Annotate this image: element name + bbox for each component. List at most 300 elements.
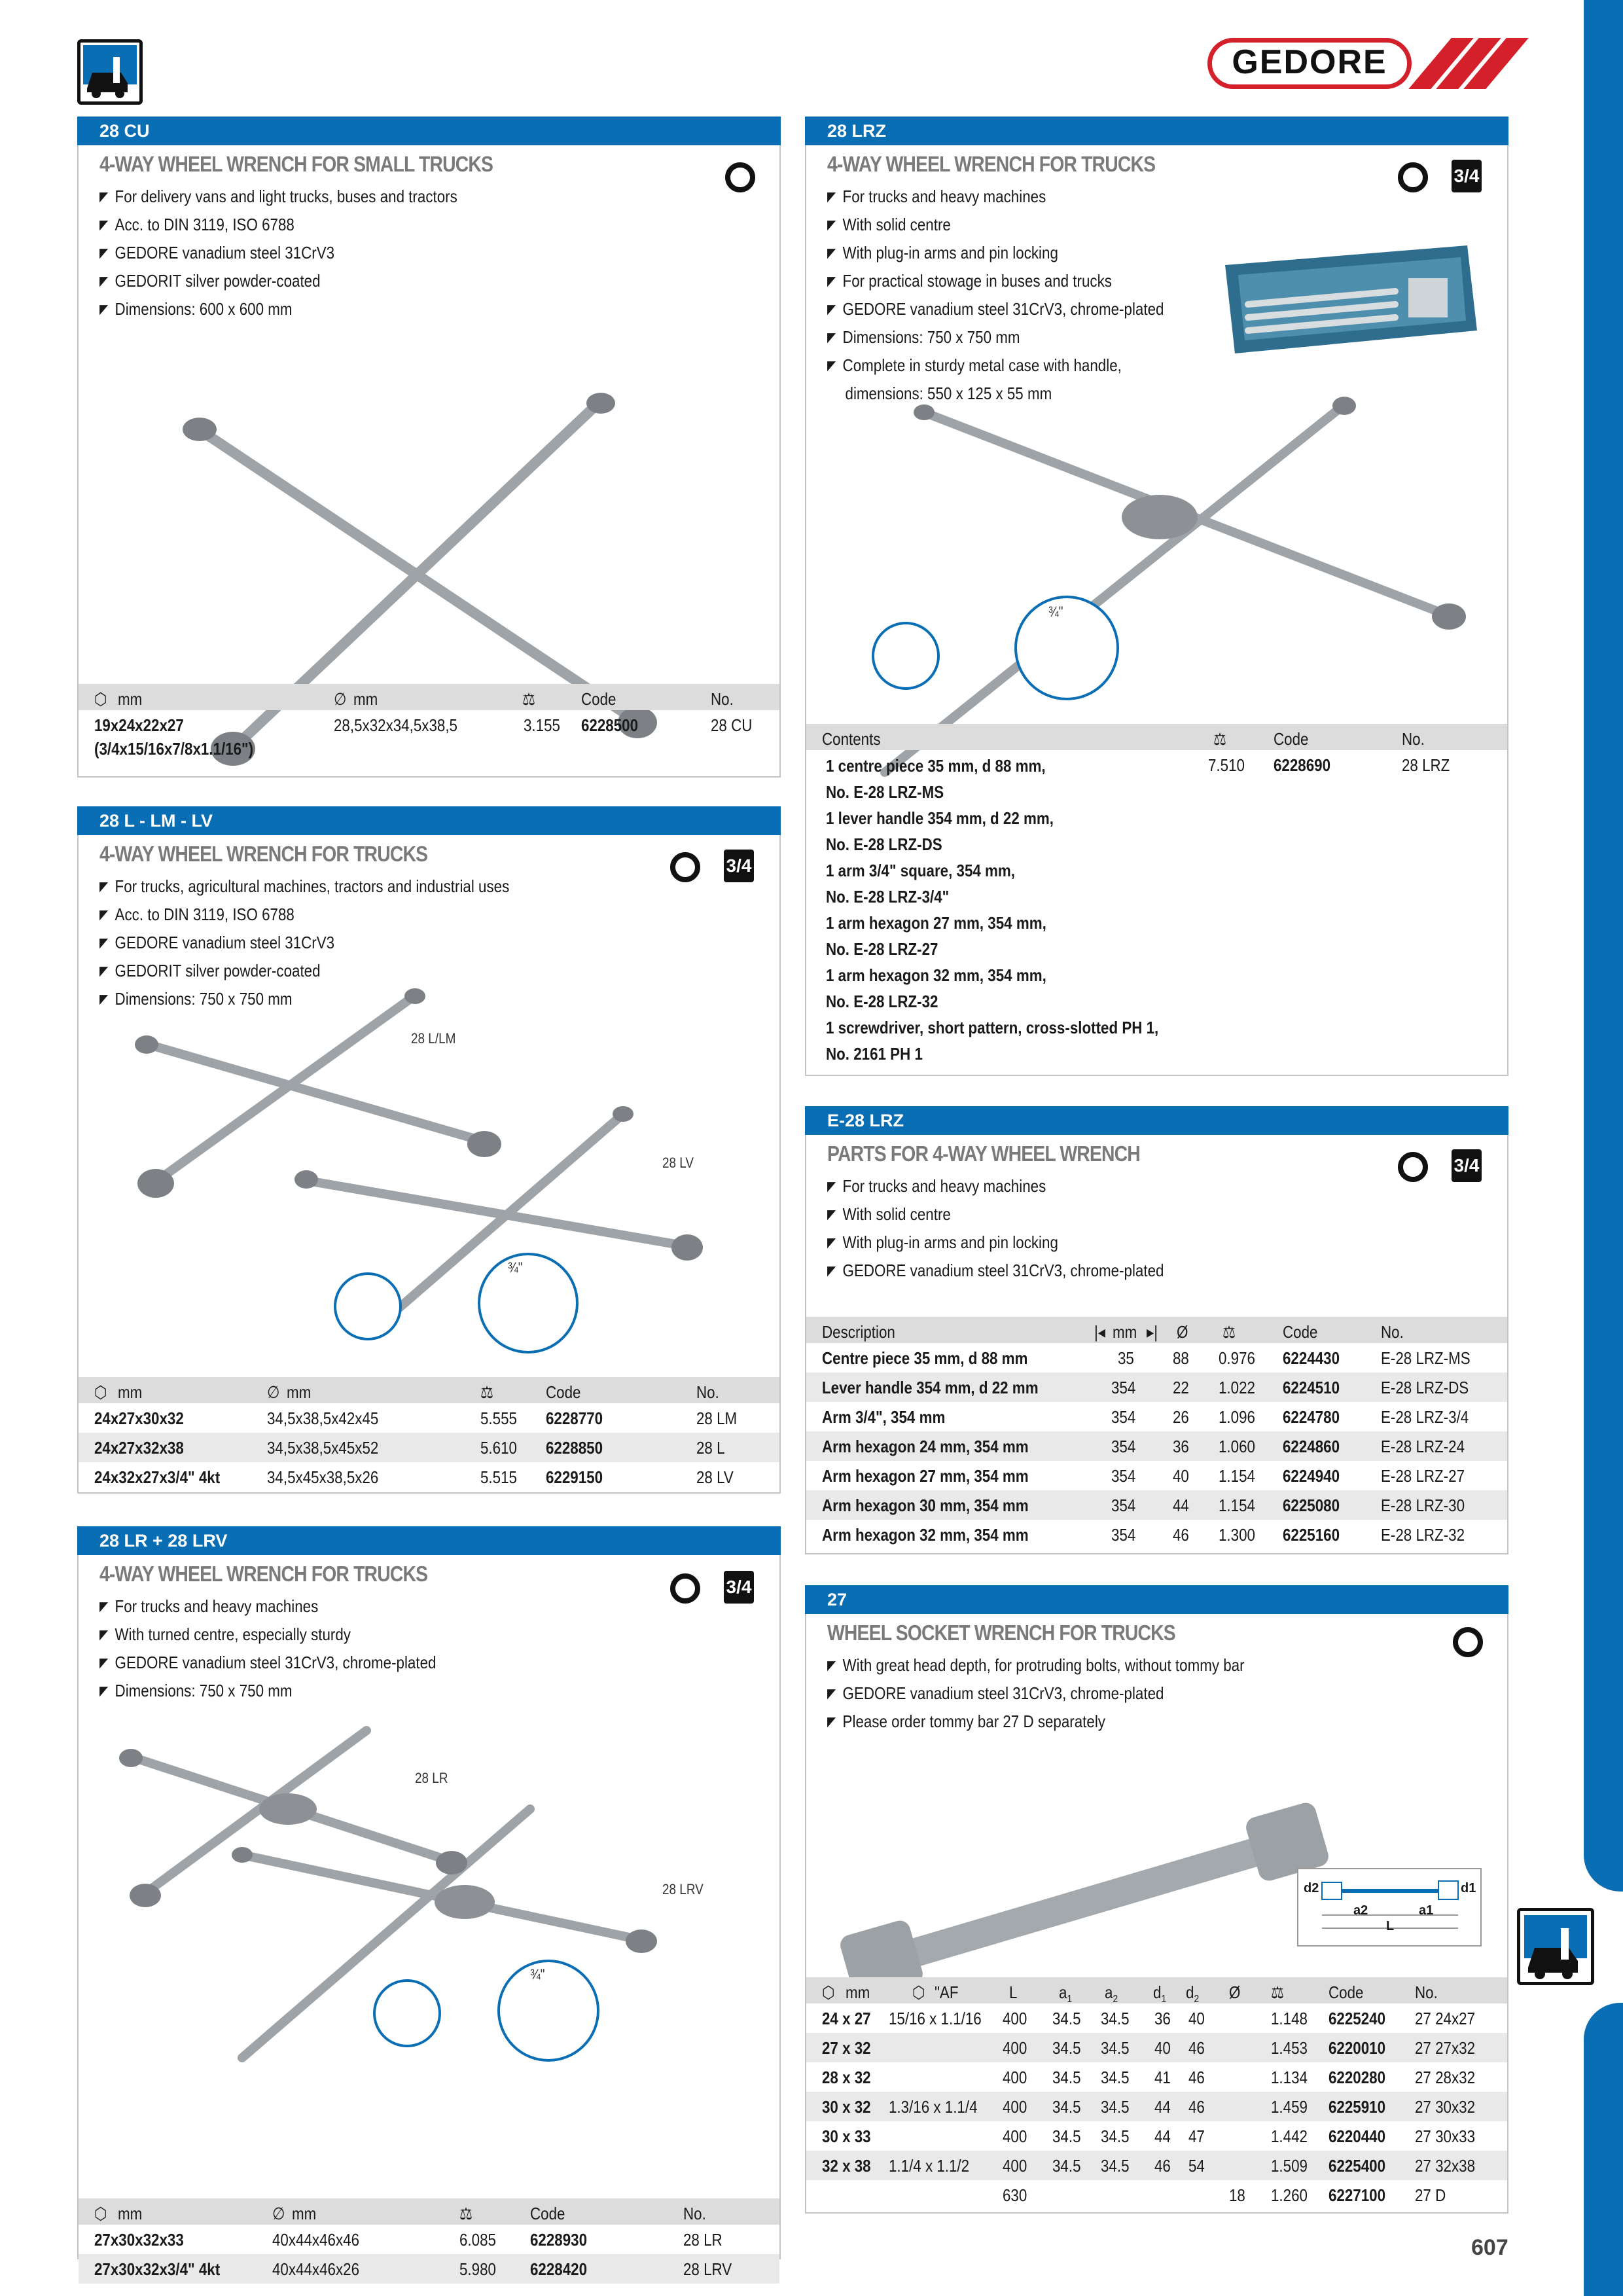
feature-item: ◤ GEDORIT silver powder-coated xyxy=(99,268,457,296)
cell-code: 6224940 xyxy=(1283,1466,1340,1486)
cell-d1: 41 xyxy=(1154,2068,1171,2087)
cell-code: 6220280 xyxy=(1329,2068,1386,2087)
col-code: Code xyxy=(1274,729,1309,749)
table-header xyxy=(806,1977,1507,2003)
weight-icon: ⚖ xyxy=(480,1382,494,1402)
product-table xyxy=(79,2198,779,2284)
cell-code: 6225240 xyxy=(1329,2009,1386,2028)
cell-hex: 28 x 32 xyxy=(822,2068,871,2087)
section-title: 4-WAY WHEEL WRENCH FOR TRUCKS xyxy=(827,152,1156,176)
feature-list xyxy=(827,183,1219,408)
section-28l xyxy=(77,806,781,1494)
diameter-icon: ∅ xyxy=(272,2204,285,2223)
section-header: 28 CU xyxy=(77,117,781,145)
product-table xyxy=(79,684,779,762)
col-dia: Ø xyxy=(1229,1982,1241,2002)
dimension-diagram xyxy=(1297,1868,1482,1946)
table-row xyxy=(79,710,779,762)
contents-item: 1 centre piece 35 mm, d 88 mm, xyxy=(826,756,1046,776)
col-no: No. xyxy=(1402,729,1425,749)
col-hex: mm xyxy=(118,2204,143,2223)
col-d1-sub: 1 xyxy=(1161,1994,1167,2005)
cell-no: E-28 LRZ-24 xyxy=(1381,1437,1465,1456)
section-title: 4-WAY WHEEL WRENCH FOR TRUCKS xyxy=(99,1562,428,1586)
feature-item: ◤ With great head depth, for protruding bolts, without tommy bar xyxy=(827,1652,1245,1680)
col-no: No. xyxy=(1415,1982,1438,2002)
cell-code: 6225400 xyxy=(1329,2156,1386,2176)
col-code: Code xyxy=(546,1382,581,1402)
cell-no: E-28 LRZ-DS xyxy=(1381,1378,1469,1397)
cell-d1: 44 xyxy=(1154,2126,1171,2146)
cell-weight: 1.154 xyxy=(1219,1466,1255,1486)
cell-mm: 354 xyxy=(1111,1496,1136,1515)
contents-item: 1 lever handle 354 mm, d 22 mm, xyxy=(826,808,1054,828)
cell-d2: 46 xyxy=(1188,2038,1205,2058)
cell-weight: 1.148 xyxy=(1271,2009,1308,2028)
contents-item: No. 2161 PH 1 xyxy=(826,1044,923,1064)
col-no: No. xyxy=(1381,1322,1404,1342)
cell-code: 6229150 xyxy=(546,1467,603,1487)
table-row xyxy=(806,2121,1507,2151)
cell-code: 6220010 xyxy=(1329,2038,1386,2058)
dim-d2: d2 xyxy=(1304,1881,1319,1895)
section-28cu xyxy=(77,117,781,778)
dim-L: L xyxy=(1386,1919,1395,1933)
cell-code: 6225910 xyxy=(1329,2097,1386,2117)
page-number: 607 xyxy=(1471,2235,1508,2260)
cell-a2: 34.5 xyxy=(1101,2126,1130,2146)
cell-desc: Lever handle 354 mm, d 22 mm xyxy=(822,1378,1039,1397)
col-d2-label: d xyxy=(1186,1982,1194,2002)
contents-table xyxy=(806,724,1507,750)
cell-dia: 34,5x38,5x45x52 xyxy=(267,1438,379,1458)
feature-item-continued: dimensions: 550 x 125 x 55 mm xyxy=(845,384,1052,403)
cell-no: E-28 LRZ-27 xyxy=(1381,1466,1465,1486)
cell-weight: 1.022 xyxy=(1219,1378,1255,1397)
cell-mm: 354 xyxy=(1111,1466,1136,1486)
cell-no: 28 LM xyxy=(696,1408,738,1428)
detail-circle-zoom xyxy=(497,1960,599,2062)
dim-d1: d1 xyxy=(1461,1881,1476,1895)
feature-item: ◤ GEDORE vanadium steel 31CrV3, chrome-plated xyxy=(99,1649,436,1677)
feature-item: ◤ With plug-in arms and pin locking xyxy=(827,240,1164,268)
cell-no: E-28 LRZ-3/4 xyxy=(1381,1407,1469,1427)
col-a2-label: a xyxy=(1105,1982,1113,2002)
feature-item: ◤ For delivery vans and light trucks, buses and tractors xyxy=(99,183,457,211)
feature-item: ◤ For practical stowage in buses and trucks xyxy=(827,268,1164,296)
cell-desc: Arm hexagon 30 mm, 354 mm xyxy=(822,1496,1029,1515)
side-rail-bottom xyxy=(1584,2003,1623,2296)
cell-dia: 34,5x38,5x42x45 xyxy=(267,1408,379,1428)
weight-icon: ⚖ xyxy=(1213,729,1227,749)
dim-a1: a1 xyxy=(1419,1903,1434,1918)
cell-no: 28 L xyxy=(696,1438,725,1458)
contents-list xyxy=(826,753,1213,1067)
table-row xyxy=(806,2003,1507,2033)
section-title: 4-WAY WHEEL WRENCH FOR TRUCKS xyxy=(99,842,428,866)
hexagon-drive-icon xyxy=(670,852,700,882)
cell-code: 6228770 xyxy=(546,1408,603,1428)
col-hex: mm xyxy=(846,1982,870,2002)
feature-item: ◤ GEDORE vanadium steel 31CrV3 xyxy=(99,929,509,958)
table-header xyxy=(79,684,779,710)
table-header xyxy=(806,1317,1507,1343)
col-a1-sub: 1 xyxy=(1067,1994,1073,2005)
cell-hex: 27x30x32x33 xyxy=(94,2230,184,2250)
cell-a2: 34.5 xyxy=(1101,2038,1130,2058)
col-d1-label: d xyxy=(1153,1982,1162,2002)
diameter-icon: ∅ xyxy=(267,1382,280,1402)
cell-no: 27 32x38 xyxy=(1415,2156,1476,2176)
detail-label: ¾" xyxy=(530,1966,545,1982)
cell-L: 400 xyxy=(1003,2038,1027,2058)
cell-a1: 34.5 xyxy=(1052,2097,1081,2117)
cell-weight: 1.459 xyxy=(1271,2097,1308,2117)
brand-name: GEDORE xyxy=(1232,43,1387,81)
contents-item: No. E-28 LRZ-DS xyxy=(826,834,942,854)
label-28lrv: 28 LRV xyxy=(662,1881,704,1897)
length-icon-end: ▸| xyxy=(1147,1322,1158,1342)
cell-dia: 26 xyxy=(1173,1407,1189,1427)
cell-weight: 1.453 xyxy=(1271,2038,1308,2058)
table-row xyxy=(806,1402,1507,1431)
col-L: L xyxy=(1009,1982,1018,2002)
feature-list xyxy=(827,1173,1219,1285)
feature-list xyxy=(827,1652,1312,1736)
feature-item: ◤ Dimensions: 600 x 600 mm xyxy=(99,296,457,324)
col-no: No. xyxy=(696,1382,719,1402)
feature-item: ◤ Dimensions: 750 x 750 mm xyxy=(827,324,1164,352)
cell-code: 6228690 xyxy=(1274,755,1331,775)
col-dia: mm xyxy=(353,689,378,709)
section-28lr xyxy=(77,1526,781,2279)
cell-no: 27 28x32 xyxy=(1415,2068,1476,2087)
cell-mm: 35 xyxy=(1118,1348,1134,1368)
contents-item: No. E-28 LRZ-32 xyxy=(826,992,938,1011)
table-row xyxy=(806,2033,1507,2062)
cell-code: 6224780 xyxy=(1283,1407,1340,1427)
table-row xyxy=(806,1372,1507,1402)
section-28lrz xyxy=(805,117,1508,1076)
cell-dia: 40x44x46x26 xyxy=(272,2259,360,2279)
table-row xyxy=(806,1431,1507,1461)
cell-code: 6225080 xyxy=(1283,1496,1340,1515)
cell-weight: 1.060 xyxy=(1219,1437,1255,1456)
cell-desc: Arm hexagon 27 mm, 354 mm xyxy=(822,1466,1029,1486)
cell-hex: 24 x 27 xyxy=(822,2009,871,2028)
cell-weight: 1.134 xyxy=(1271,2068,1308,2087)
cell-hex: 24x27x30x32 xyxy=(94,1408,184,1428)
cell-d1: 40 xyxy=(1154,2038,1171,2058)
detail-circle-zoom xyxy=(478,1253,579,1354)
feature-item: ◤ For trucks and heavy machines xyxy=(827,183,1164,211)
cell-no: 28 LR xyxy=(683,2230,722,2250)
detail-circle xyxy=(872,622,940,690)
cell-a2: 34.5 xyxy=(1101,2009,1130,2028)
cell-code: 6225160 xyxy=(1283,1525,1340,1545)
cell-mm: 354 xyxy=(1111,1437,1136,1456)
cell-a1: 34.5 xyxy=(1052,2126,1081,2146)
section-e28lrz xyxy=(805,1106,1508,1554)
col-hex: mm xyxy=(118,1382,143,1402)
cell-a1: 34.5 xyxy=(1052,2009,1081,2028)
contents-item: 1 arm hexagon 32 mm, 354 mm, xyxy=(826,965,1046,985)
feature-item: ◤ For trucks and heavy machines xyxy=(827,1173,1164,1201)
table-header xyxy=(806,724,1507,750)
cell-dia: 28,5x32x34,5x38,5 xyxy=(334,715,457,735)
cell-desc: Arm hexagon 24 mm, 354 mm xyxy=(822,1437,1029,1456)
vehicle-tool-icon xyxy=(77,39,143,105)
cell-code: 6227100 xyxy=(1329,2185,1386,2205)
cell-dia: 40 xyxy=(1173,1466,1189,1486)
cell-no: 27 24x27 xyxy=(1415,2009,1476,2028)
col-code: Code xyxy=(581,689,616,709)
feature-item: ◤ Dimensions: 750 x 750 mm xyxy=(99,986,509,1014)
feature-list xyxy=(99,1593,491,1706)
section-27 xyxy=(805,1585,1508,2214)
cell-code: 6224860 xyxy=(1283,1437,1340,1456)
cell-mm: 354 xyxy=(1111,1525,1136,1545)
section-title: 4-WAY WHEEL WRENCH FOR SMALL TRUCKS xyxy=(99,152,493,176)
cell-weight: 7.510 xyxy=(1208,755,1245,775)
feature-item: ◤ Please order tommy bar 27 D separately xyxy=(827,1708,1245,1736)
cell-L: 400 xyxy=(1003,2126,1027,2146)
section-title: WHEEL SOCKET WRENCH FOR TRUCKS xyxy=(827,1621,1175,1645)
cell-code: 6228850 xyxy=(546,1438,603,1458)
cell-af: 1.3/16 x 1.1/4 xyxy=(889,2097,978,2117)
section-title: PARTS FOR 4-WAY WHEEL WRENCH xyxy=(827,1141,1140,1166)
cell-d2: 46 xyxy=(1188,2097,1205,2117)
section-header: 27 xyxy=(805,1585,1508,1614)
feature-list xyxy=(99,183,516,324)
cell-d2: 40 xyxy=(1188,2009,1205,2028)
col-dia: mm xyxy=(292,2204,317,2223)
cell-a2: 34.5 xyxy=(1101,2156,1130,2176)
cell-weight: 1.260 xyxy=(1271,2185,1308,2205)
feature-item: ◤ GEDORE vanadium steel 31CrV3 xyxy=(99,240,457,268)
label-28l-lm: 28 L/LM xyxy=(411,1030,456,1047)
cell-mm: 354 xyxy=(1111,1378,1136,1397)
col-mm: mm xyxy=(1113,1322,1137,1342)
cell-L: 400 xyxy=(1003,2068,1027,2087)
cell-no: 28 LRZ xyxy=(1402,755,1450,775)
contents-item: 1 arm hexagon 27 mm, 354 mm, xyxy=(826,913,1046,933)
table-row xyxy=(79,1462,779,1492)
cell-weight: 6.085 xyxy=(459,2230,496,2250)
parts-table xyxy=(806,1317,1507,1549)
cell-weight: 1.096 xyxy=(1219,1407,1255,1427)
cell-weight: 1.154 xyxy=(1219,1496,1255,1515)
cell-weight: 1.509 xyxy=(1271,2156,1308,2176)
cell-a2: 34.5 xyxy=(1101,2068,1130,2087)
table-header xyxy=(79,2198,779,2225)
contents-item: No. E-28 LRZ-MS xyxy=(826,782,944,802)
cell-no: E-28 LRZ-32 xyxy=(1381,1525,1465,1545)
cell-code: 6228930 xyxy=(530,2230,588,2250)
cell-weight: 5.555 xyxy=(480,1408,517,1428)
weight-icon: ⚖ xyxy=(1271,1982,1285,2002)
cell-no: 27 30x33 xyxy=(1415,2126,1476,2146)
feature-item: ◤ GEDORE vanadium steel 31CrV3, chrome-plated xyxy=(827,1257,1164,1285)
col-a2-sub: 2 xyxy=(1113,1994,1118,2005)
cell-no: E-28 LRZ-30 xyxy=(1381,1496,1465,1515)
feature-item: ◤ Acc. to DIN 3119, ISO 6788 xyxy=(99,211,457,240)
feature-item: ◤ With solid centre xyxy=(827,1201,1164,1229)
table-row xyxy=(806,1343,1507,1372)
weight-icon: ⚖ xyxy=(1222,1322,1236,1342)
side-rail-top xyxy=(1584,0,1623,1892)
cell-d2: 47 xyxy=(1188,2126,1205,2146)
diameter-icon: ∅ xyxy=(334,689,347,709)
hexagon-icon: ⬡ xyxy=(822,1982,835,2002)
col-code: Code xyxy=(1283,1322,1318,1342)
hexagon-drive-icon xyxy=(1398,162,1428,192)
section-header: 28 L - LM - LV xyxy=(77,806,781,835)
col-no: No. xyxy=(683,2204,706,2223)
cell-code: 6228420 xyxy=(530,2259,588,2279)
weight-icon: ⚖ xyxy=(459,2204,473,2223)
cell-L: 630 xyxy=(1003,2185,1027,2205)
cell-d1: 36 xyxy=(1154,2009,1171,2028)
col-no: No. xyxy=(711,689,734,709)
col-d2-sub: 2 xyxy=(1194,1994,1200,2005)
feature-item: ◤ With turned centre, especially sturdy xyxy=(99,1621,436,1649)
cell-L: 400 xyxy=(1003,2097,1027,2117)
col-code: Code xyxy=(1329,1982,1364,2002)
cell-code: 6228500 xyxy=(581,715,639,735)
contents-item: No. E-28 LRZ-27 xyxy=(826,939,938,959)
col-contents: Contents xyxy=(822,729,881,749)
cell-code: 6224510 xyxy=(1283,1378,1340,1397)
cell-weight: 1.442 xyxy=(1271,2126,1308,2146)
cell-L: 400 xyxy=(1003,2156,1027,2176)
cell-weight: 5.610 xyxy=(480,1438,517,1458)
socket-wrench-photo xyxy=(832,1796,1356,2005)
cell-code: 6220440 xyxy=(1329,2126,1386,2146)
col-hex: mm xyxy=(118,689,143,709)
table-row xyxy=(806,2062,1507,2092)
cell-hex: 27x30x32x3/4" 4kt xyxy=(94,2259,221,2279)
feature-item: ◤ GEDORE vanadium steel 31CrV3, chrome-plated xyxy=(827,1680,1245,1708)
table-header xyxy=(79,1377,779,1403)
cell-weight: 1.300 xyxy=(1219,1525,1255,1545)
detail-label: ¾" xyxy=(1048,603,1063,620)
cell-hex: 32 x 38 xyxy=(822,2156,871,2176)
gedore-logo xyxy=(1207,38,1508,89)
square-drive-icon: 3/4 xyxy=(1452,160,1482,192)
cell-af: 1.1/4 x 1.1/2 xyxy=(889,2156,970,2176)
contents-item: 1 screwdriver, short pattern, cross-slotted PH 1, xyxy=(826,1018,1159,1037)
cell-weight: 5.980 xyxy=(459,2259,496,2279)
square-drive-icon: 3/4 xyxy=(724,850,754,882)
detail-circle xyxy=(334,1272,402,1340)
contents-item: No. E-28 LRZ-3/4" xyxy=(826,887,950,906)
cell-weight: 3.155 xyxy=(524,715,560,735)
table-row xyxy=(806,1490,1507,1520)
cell-a2: 34.5 xyxy=(1101,2097,1130,2117)
detail-circle-zoom xyxy=(1014,596,1119,700)
feature-item: ◤ For trucks, agricultural machines, tractors and industrial uses xyxy=(99,873,509,901)
col-desc: Description xyxy=(822,1322,895,1342)
feature-item: ◤ With plug-in arms and pin locking xyxy=(827,1229,1164,1257)
detail-label: ¾" xyxy=(508,1259,523,1276)
cell-dia: 40x44x46x46 xyxy=(272,2230,360,2250)
section-header: 28 LRZ xyxy=(805,117,1508,145)
metal-case-photo xyxy=(1219,239,1480,363)
cell-dia: 22 xyxy=(1173,1378,1189,1397)
hexagon-af-icon: ⬡ xyxy=(912,1982,925,2002)
table-row xyxy=(806,2151,1507,2180)
feature-item: ◤ With solid centre xyxy=(827,211,1164,240)
hexagon-icon: ⬡ xyxy=(94,689,107,709)
cell-d2: 46 xyxy=(1188,2068,1205,2087)
col-a1-label: a xyxy=(1059,1982,1067,2002)
cell-no: 28 LRV xyxy=(683,2259,732,2279)
hexagon-drive-icon xyxy=(1398,1152,1428,1182)
label-28lr: 28 LR xyxy=(415,1770,448,1786)
table-row xyxy=(79,1403,779,1433)
vehicle-tool-icon[interactable] xyxy=(1517,1908,1594,1985)
cell-no: 28 LV xyxy=(696,1467,734,1487)
table-row xyxy=(806,2092,1507,2121)
cell-desc: Arm hexagon 32 mm, 354 mm xyxy=(822,1525,1029,1545)
cell-no: 27 30x32 xyxy=(1415,2097,1476,2117)
table-row xyxy=(806,1461,1507,1490)
cell-desc: Centre piece 35 mm, d 88 mm xyxy=(822,1348,1028,1368)
col-dia: mm xyxy=(287,1382,312,1402)
cell-no: 27 27x32 xyxy=(1415,2038,1476,2058)
cell-code: 6224430 xyxy=(1283,1348,1340,1368)
cell-no: E-28 LRZ-MS xyxy=(1381,1348,1471,1368)
hexagon-icon: ⬡ xyxy=(94,2204,107,2223)
cell-hex: 30 x 32 xyxy=(822,2097,871,2117)
col-dia: Ø xyxy=(1177,1322,1188,1342)
col-code: Code xyxy=(530,2204,565,2223)
cell-hex: 30 x 33 xyxy=(822,2126,871,2146)
cell-a1: 34.5 xyxy=(1052,2038,1081,2058)
cell-dia: 34,5x45x38,5x26 xyxy=(267,1467,379,1487)
square-drive-icon: 3/4 xyxy=(1452,1149,1482,1182)
feature-item: ◤ Acc. to DIN 3119, ISO 6788 xyxy=(99,901,509,929)
cell-weight: 0.976 xyxy=(1219,1348,1255,1368)
product-table xyxy=(79,1377,779,1492)
table-row xyxy=(79,1433,779,1462)
table-row xyxy=(806,2180,1507,2210)
weight-icon: ⚖ xyxy=(522,689,536,709)
cell-hex-imperial: (3/4x15/16x7/8x1.1/16") xyxy=(94,739,254,759)
table-row xyxy=(79,2254,779,2284)
table-row xyxy=(79,2225,779,2254)
hexagon-drive-icon xyxy=(670,1573,700,1604)
dim-a2: a2 xyxy=(1353,1903,1368,1918)
cell-desc: Arm 3/4", 354 mm xyxy=(822,1407,946,1427)
label-28lv: 28 LV xyxy=(662,1155,694,1171)
length-icon: |◂ xyxy=(1094,1322,1106,1342)
cell-no: 28 CU xyxy=(711,715,753,735)
cell-d2: 54 xyxy=(1188,2156,1205,2176)
contents-item: 1 arm 3/4" square, 354 mm, xyxy=(826,861,1016,880)
col-af: "AF xyxy=(935,1982,959,2002)
cell-hex: 24x27x32x38 xyxy=(94,1438,184,1458)
section-header: E-28 LRZ xyxy=(805,1106,1508,1135)
feature-item: ◤ GEDORE vanadium steel 31CrV3, chrome-plated xyxy=(827,296,1164,324)
cell-hex: 24x32x27x3/4" 4kt xyxy=(94,1467,221,1487)
table-row xyxy=(806,1520,1507,1549)
feature-item: ◤ GEDORIT silver powder-coated xyxy=(99,958,509,986)
cell-d1: 44 xyxy=(1154,2097,1171,2117)
section-header: 28 LR + 28 LRV xyxy=(77,1526,781,1555)
hexagon-icon: ⬡ xyxy=(94,1382,107,1402)
